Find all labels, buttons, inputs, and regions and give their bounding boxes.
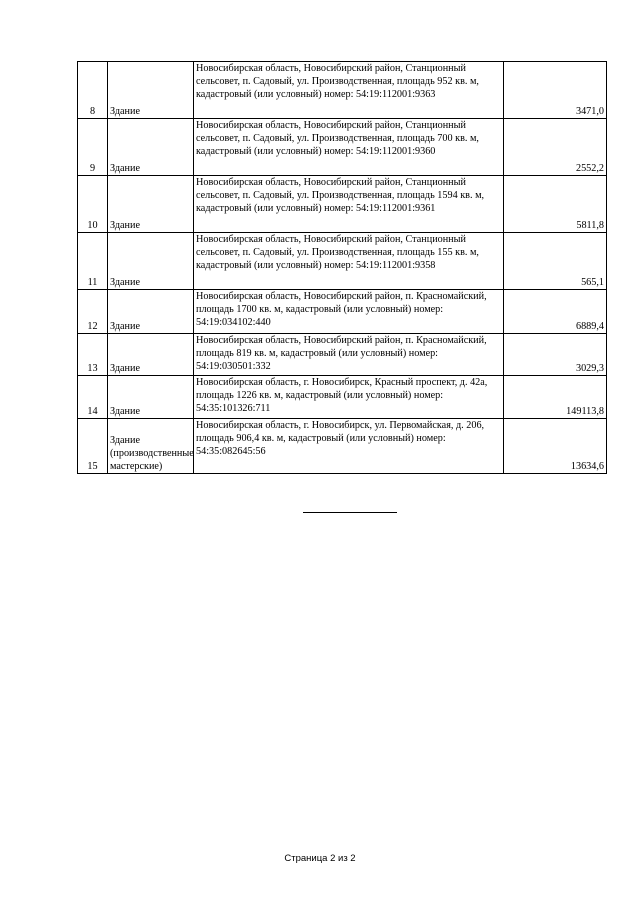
- row-number: 10: [78, 176, 108, 233]
- table-row: [78, 419, 607, 474]
- row-number: 12: [78, 290, 108, 334]
- table-row: [78, 119, 607, 176]
- table-row: [78, 334, 607, 376]
- property-table: [77, 61, 607, 474]
- object-value: 149113,8: [504, 376, 607, 419]
- table-row: [78, 376, 607, 419]
- object-type: Здание: [108, 62, 194, 119]
- object-address: Новосибирская область, г. Новосибирск, Красный проспект, д. 42а, площадь 1226 кв. м, кадастровый (или условный) номер: 54:35:101326:711: [194, 376, 504, 419]
- table-row: [78, 290, 607, 334]
- object-address: Новосибирская область, Новосибирский район, Станционный сельсовет, п. Садовый, ул. Производственная, площадь 155 кв. м, кадастровый (или условный) номер: 54:19:112001:9358: [194, 233, 504, 290]
- object-value: 565,1: [504, 233, 607, 290]
- object-value: 6889,4: [504, 290, 607, 334]
- row-number: 11: [78, 233, 108, 290]
- object-value: 2552,2: [504, 119, 607, 176]
- object-value: 3029,3: [504, 334, 607, 376]
- object-value: 13634,6: [504, 419, 607, 474]
- row-number: 14: [78, 376, 108, 419]
- object-address: Новосибирская область, Новосибирский район, п. Красномайский, площадь 819 кв. м, кадастровый (или условный) номер: 54:19:030501:332: [194, 334, 504, 376]
- object-address: Новосибирская область, Новосибирский район, Станционный сельсовет, п. Садовый, ул. Производственная, площадь 952 кв. м, кадастровый (или условный) номер: 54:19:112001:9363: [194, 62, 504, 119]
- object-type: Здание: [108, 176, 194, 233]
- row-number: 13: [78, 334, 108, 376]
- object-type: Здание: [108, 233, 194, 290]
- object-address: Новосибирская область, Новосибирский район, п. Красномайский, площадь 1700 кв. м, кадастровый (или условный) номер: 54:19:034102:440: [194, 290, 504, 334]
- object-address: Новосибирская область, г. Новосибирск, ул. Первомайская, д. 206, площадь 906,4 кв. м, кадастровый (или условный) номер: 54:35:082645:56: [194, 419, 504, 474]
- object-type: Здание: [108, 334, 194, 376]
- object-type: Здание: [108, 376, 194, 419]
- object-value: 3471,0: [504, 62, 607, 119]
- page-footer: Страница 2 из 2: [284, 853, 356, 864]
- separator-line: [303, 512, 397, 513]
- object-value: 5811,8: [504, 176, 607, 233]
- table-row: [78, 62, 607, 119]
- object-address: Новосибирская область, Новосибирский район, Станционный сельсовет, п. Садовый, ул. Производственная, площадь 1594 кв. м, кадастровый (или условный) номер: 54:19:112001:9361: [194, 176, 504, 233]
- object-type: Здание (производственные мастерские): [108, 419, 194, 474]
- object-type: Здание: [108, 119, 194, 176]
- row-number: 9: [78, 119, 108, 176]
- row-number: 15: [78, 419, 108, 474]
- table-row: [78, 233, 607, 290]
- object-type: Здание: [108, 290, 194, 334]
- row-number: 8: [78, 62, 108, 119]
- object-address: Новосибирская область, Новосибирский район, Станционный сельсовет, п. Садовый, ул. Производственная, площадь 700 кв. м, кадастровый (или условный) номер: 54:19:112001:9360: [194, 119, 504, 176]
- table-row: [78, 176, 607, 233]
